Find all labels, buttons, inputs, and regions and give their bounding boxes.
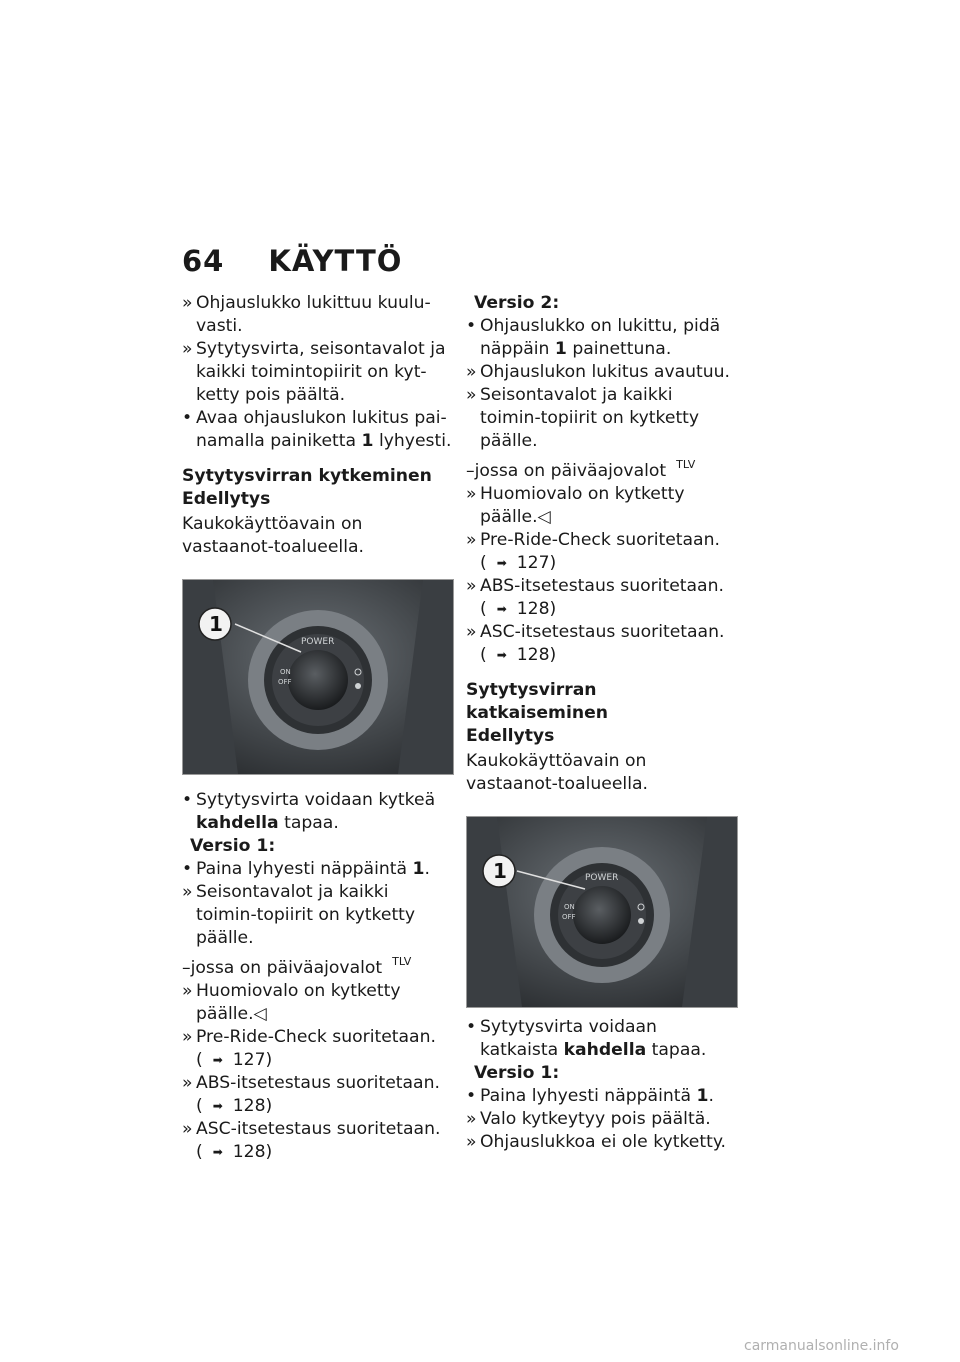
page-reference[interactable]: ( ➡ 128): [196, 1096, 273, 1116]
ignition-switch-illustration: [467, 817, 737, 1007]
page-reference[interactable]: ( ➡ 128): [480, 645, 557, 665]
list-item: » ABS-itsetestaus suoritetaan.: [466, 576, 724, 596]
ignition-switch-figure: [182, 579, 454, 775]
list-item: » Pre-Ride-Check suoritetaan.: [182, 1027, 436, 1047]
version-label: Versio 1:: [190, 836, 276, 856]
list-item: » Seisontavalot ja kaikki toimin-topiirit on kytketty päälle.: [182, 882, 416, 948]
list-item: • Sytytysvirta voidaan kytkeä kahdella tapaa.: [182, 790, 436, 833]
list-item: • Paina lyhyesti näppäintä 1.: [182, 859, 430, 879]
page-header: [182, 244, 402, 278]
paragraph: Kaukokäyttöavain on vastaanot-toalueella.: [182, 514, 364, 557]
variant-note: –jossa on päiväajovalot $^{TLV}$: [466, 458, 696, 481]
callout-number: 1: [493, 859, 507, 883]
list-item: » Ohjauslukkoa ei ole kytketty.: [466, 1132, 727, 1152]
variant-note: –jossa on päiväajovalot $^{TLV}$: [182, 955, 412, 978]
list-item: » Huomiovalo on kytketty päälle.◁: [182, 981, 401, 1024]
page-reference[interactable]: ( ➡ 128): [480, 599, 557, 619]
off-label: OFF: [278, 678, 292, 686]
list-item: • Paina lyhyesti näppäintä 1.: [466, 1086, 714, 1106]
list-item: » ASC-itsetestaus suoritetaan.: [182, 1119, 441, 1139]
list-item: » Sytytysvirta, seisontavalot ja kaikki toimintopiirit on kyt-ketty pois päältä.: [182, 339, 446, 405]
page-reference[interactable]: ( ➡ 127): [480, 553, 557, 573]
list-item: » ASC-itsetestaus suoritetaan.: [466, 622, 725, 642]
list-item: » Huomiovalo on kytketty päälle.◁: [466, 484, 685, 527]
ignition-switch-figure: [466, 816, 738, 1008]
subheading: Edellytys: [182, 489, 271, 509]
page-title: KÄYTTÖ: [268, 244, 403, 278]
list-item: • Sytytysvirta voidaan katkaista kahdella tapaa.: [466, 1017, 707, 1060]
list-item: » ABS-itsetestaus suoritetaan.: [182, 1073, 440, 1093]
off-label: OFF: [562, 913, 576, 921]
list-item: • Avaa ohjauslukon lukitus pai-namalla painiketta 1 lyhyesti.: [182, 408, 452, 451]
arrow-right-icon: ➡: [496, 556, 507, 570]
page-reference[interactable]: ( ➡ 127): [196, 1050, 273, 1070]
version-label: Versio 2:: [474, 293, 560, 313]
list-item: » Ohjauslukon lukitus avautuu.: [466, 362, 731, 382]
page-reference[interactable]: ( ➡ 128): [196, 1142, 273, 1162]
arrow-right-icon: ➡: [212, 1053, 223, 1067]
subheading: Edellytys: [466, 726, 555, 746]
arrow-right-icon: ➡: [496, 648, 507, 662]
arrow-right-icon: ➡: [212, 1145, 223, 1159]
paragraph: Kaukokäyttöavain on vastaanot-toalueella.: [466, 751, 648, 794]
page-number: 64: [182, 244, 225, 278]
lock-icon: [638, 918, 644, 924]
callout-number: 1: [209, 612, 223, 636]
left-column: [182, 292, 454, 1164]
arrow-right-icon: ➡: [212, 1099, 223, 1113]
on-label: ON: [564, 903, 575, 911]
section-heading: Sytytysvirran katkaiseminen: [466, 680, 608, 723]
list-item: » Pre-Ride-Check suoritetaan.: [466, 530, 720, 550]
right-column: [466, 292, 738, 1154]
watermark: carmanualsonline.info: [744, 1338, 899, 1354]
list-item: » Seisontavalot ja kaikki toimin-topiirit on kytketty päälle.: [466, 385, 700, 451]
power-label: POWER: [301, 637, 335, 647]
list-item: • Ohjauslukko on lukittu, pidä näppäin 1 painettuna.: [466, 316, 721, 359]
arrow-right-icon: ➡: [496, 602, 507, 616]
section-heading: Sytytysvirran kytkeminen: [182, 466, 432, 486]
lock-icon: [355, 683, 361, 689]
list-item: » Ohjauslukko lukittuu kuulu-vasti.: [182, 293, 431, 336]
ignition-switch-illustration: [183, 580, 453, 774]
list-item: » Valo kytkeytyy pois päältä.: [466, 1109, 711, 1129]
version-label: Versio 1:: [474, 1063, 560, 1083]
power-label: POWER: [585, 873, 619, 883]
on-label: ON: [280, 668, 291, 676]
